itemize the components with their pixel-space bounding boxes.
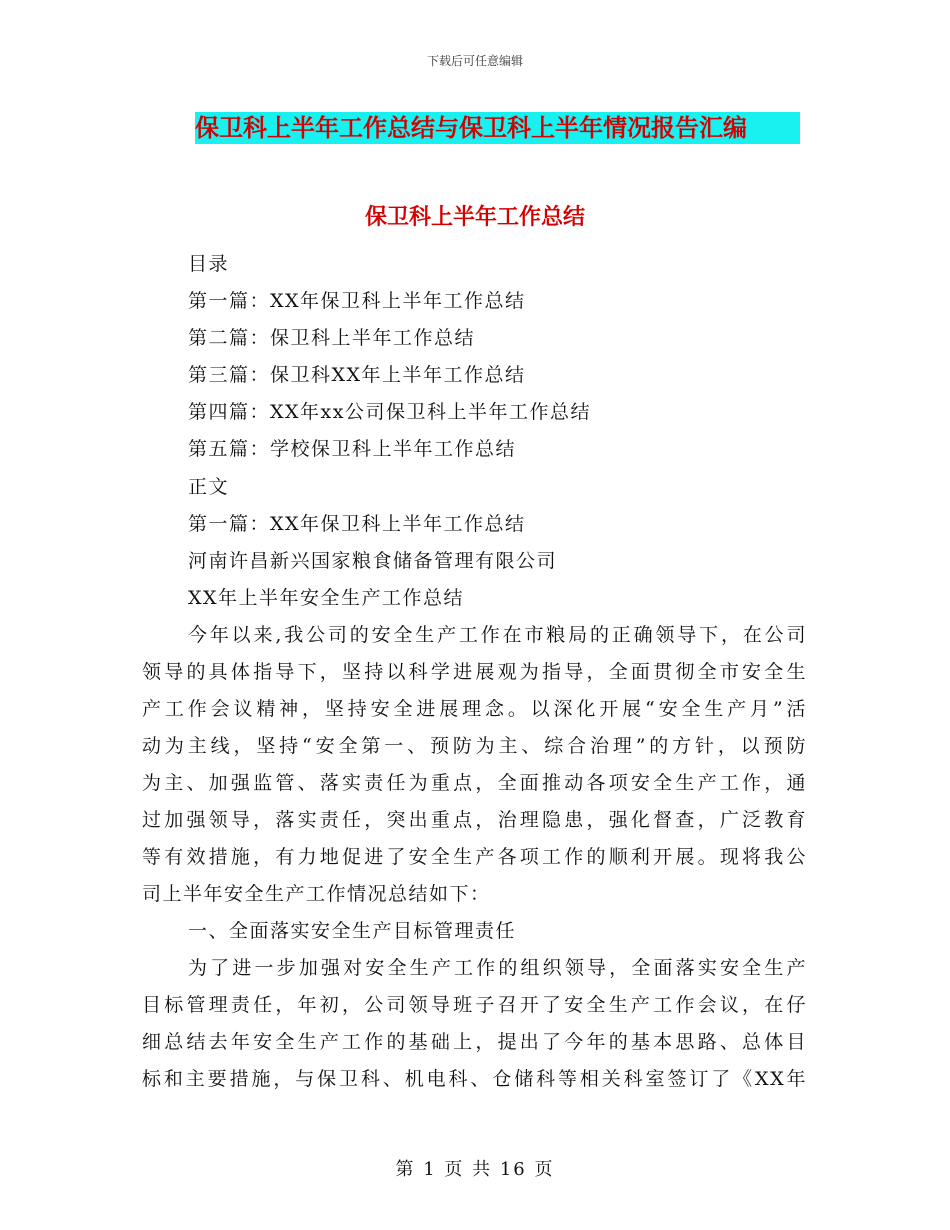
toc-label: 目录 (188, 253, 230, 275)
paragraph-line: 为了进一步加强对安全生产工作的组织领导，全面落实安全生产 (188, 957, 807, 979)
chapter-title: 第一篇：XX年保卫科上半年工作总结 (188, 513, 526, 535)
paragraph-line: 为主、加强监管、落实责任为重点，全面推动各项安全生产工作，通 (142, 772, 807, 794)
toc-item: 第三篇：保卫科XX年上半年工作总结 (188, 364, 526, 386)
section-heading: 一、全面落实安全生产目标管理责任 (188, 920, 517, 942)
document-title: 保卫科上半年工作总结与保卫科上半年情况报告汇编 (195, 112, 800, 144)
paragraph-line: 今年以来,我公司的安全生产工作在市粮局的正确领导下，在公司 (188, 624, 807, 646)
toc-item: 第五篇：学校保卫科上半年工作总结 (188, 438, 517, 460)
paragraph-line: 产工作会议精神，坚持安全进展理念。以深化开展“安全生产月”活 (142, 698, 807, 720)
report-subtitle: XX年上半年安全生产工作总结 (188, 587, 465, 609)
paragraph-line: 标和主要措施，与保卫科、机电科、仓储科等相关科室签订了《XX年 (142, 1068, 807, 1090)
paragraph-line: 动为主线，坚持“安全第一、预防为主、综合治理”的方针，以预防 (142, 735, 807, 757)
paragraph-line: 领导的具体指导下，坚持以科学进展观为指导，全面贯彻全市安全生 (142, 661, 807, 683)
paragraph-line: 目标管理责任，年初，公司领导班子召开了安全生产工作会议，在仔 (142, 994, 807, 1016)
page-footer: 第 1 页 共 16 页 (395, 1159, 555, 1180)
body-label: 正文 (188, 476, 230, 498)
toc-item: 第二篇：保卫科上半年工作总结 (188, 327, 476, 349)
paragraph-line: 细总结去年安全生产工作的基础上，提出了今年的基本思路、总体目 (142, 1031, 807, 1053)
toc-item: 第四篇：XX年xx公司保卫科上半年工作总结 (188, 401, 591, 423)
section-title: 保卫科上半年工作总结 (364, 205, 585, 230)
header-note: 下载后可任意编辑 (426, 54, 523, 68)
paragraph-line: 过加强领导，落实责任，突出重点，治理隐患，强化督查，广泛教育 (142, 809, 807, 831)
paragraph-line: 司上半年安全生产工作情况总结如下： (142, 883, 491, 905)
toc-item: 第一篇：XX年保卫科上半年工作总结 (188, 290, 526, 312)
organization-name: 河南许昌新兴国家粮食储备管理有限公司 (188, 550, 558, 572)
paragraph-line: 等有效措施，有力地促进了安全生产各项工作的顺利开展。现将我公 (142, 846, 807, 868)
